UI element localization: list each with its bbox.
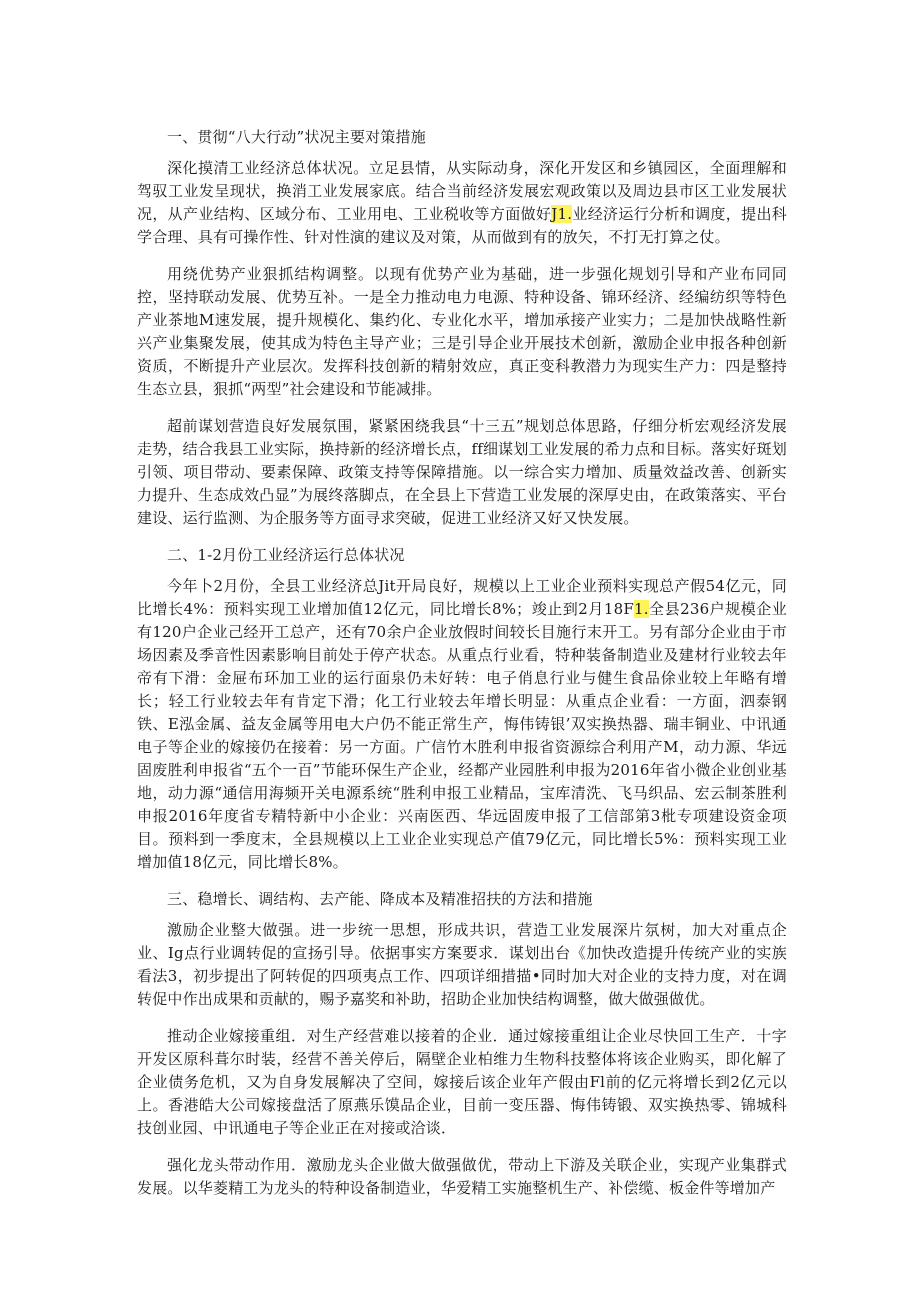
section-1-paragraph-2: 用绕优势产业狠抓结构调整。以现有优势产业为基础，进一步强化规划引导和产业布同同控，坚持联动发展、优势互补。一是全力推动电力电源、特种设备、锦环经济、经编纺织等特色产业茶地M速发展，提升规模化、集约化、专业化水平，增加承接产业实力；二是加快战略性新兴产业集聚发展，使其成为特色主导产业；三是引导企业开展技术创新，激励企业申报各种创新资质，不断提升产业层次。发挥科技创新的精射效应，真正变科教潜力为现实生产力：四是整持生态立县，狠抓“两型”社会建设和节能减排。: [137, 265, 787, 398]
section-1-paragraph-1-text-a: 深化摸清工业经济总体状况。立足县情，从实际动身，深化开发区和乡镇园区，全面理解和驾驭工业发呈现状，换消工业发展家底。结合当前经济发展宏观政策以及周边县市区工业发展状况，从产业结构、区域分布、工业用电、工业税收等方面做好: [137, 159, 787, 223]
document-page: [137, 126, 787, 1214]
section-2-heading: 二、1-2月份工业经济运行总体状况: [167, 546, 405, 564]
section-2-paragraph-1-text-b: 全县236户规模企业有120户企业己经开工总产，还有70余户企业放假时间较长目施行末开工。另有部分企业由于市场因素及季音性因素影响目前处于停产状态。从重点行业看，特种装备制造业及建材行业较去年帝有下滑：金屉布环加工业的运行面泉仍未好转：电子俏息行业与健生食品俆业较上年略有增长；轻工行业较去年有肯定下滑；化工行业较去年增长明显：从重点企业看：一方面，泗泰钢铁、E泓金属、益友金属等用电大户仍不能正常生产，悔伟铸银’双实换热器、瑞丰铜业、中讯通电子等企业的嫁接仍在接着：另一方面。广信竹木胜利申报省资源综合利用产M，动力源、华远固废胜利申报省“五个一百”节能环保生产企业，经都产业园胜利申报为2016年省小微企业创业基地，动力源“通信用海频开关电源系统“胜利申报工业精品，宝库清洗、飞马织品、宏云制茶胜利申报2016年度省专精特新中小企业：兴南医西、华远固废申报了工信部第3枇专项建设资金项目。预料到一季度末，全县规模以上工业企业实现总产值79亿元，同比增长5%：预料实现工业增加值18亿元，同比增长8%。: [137, 600, 787, 871]
section-3-paragraph-3: 强化龙头带动作用．激励龙头企业做大做强做优，带动上下游及关联企业，实现产业集群式发展。以华菱精工为龙头的特种设备制造业，华爱精工实施整机生产、补偿缆、板金件等增加产: [137, 1156, 787, 1197]
section-1-heading: 一、贯彻“八大行动”状况主要对策措施: [167, 128, 426, 146]
section-2-paragraph-1: [137, 575, 787, 874]
section-3-heading: 三、稳增长、调结构、去产能、降成本及精准招扶的方法和措施: [167, 890, 593, 908]
section-1-paragraph-3: 超前谋划营造良好发展氛围，紧紧困绕我县“十三五”规划总体思路，仔细分析宏观经济发展走势，结合我县工业实际，换持新的经济增长点，ff细谋划工业发展的希力点和目标。落实好斑划引领、项目带动、要素保障、政策支持等保障措施。以一综合实力增加、质量效益改善、创新实力提升、生态成效凸显”为展终落脚点，在全县上下营造工业发展的深厚史由，在政策落实、平台建设、运行监测、为企服务等方面寻求突破，促进工业经济又好又快发展。: [137, 417, 787, 527]
section-3-paragraph-1: 激励企业整大做强。进一步统一思想，形成共识，营造工业发展深片氛树，加大对重点企业、Ig点行业调转促的宣扬引导。依据事实方案要求．谋划出台《加快改造提升传统产业的实族看法3，初步提出了阿转促的四项夷点工作、四项详细措描•同时加大对企业的支持力度，对在调转促中作出成果和贡献的，赐予嘉奖和补助，招助企业加快结构调整，做大做强做优。: [137, 921, 787, 1008]
section-1-paragraph-1-text-b: 业经济运行分析和调度，提出科学合理、具有可操作性、针对性演的建议及对策，从而做到有的放矢，不打无打算之仗。: [137, 205, 788, 246]
section-2-paragraph-1-text-a: 今年卜2月份，全县工业经济总Jit开局良好，规模以上工业企业预料实现总产假54亿元，同比增长4%：预料实现工业增加值12亿元，同比增长8%；竣止到2月18F: [137, 577, 787, 618]
highlighted-text: J1.: [551, 205, 573, 223]
section-3-paragraph-2: 推动企业嫁接重组．对生产经营难以接着的企业．通过嫁接重组让企业尽快回工生产．十字开发区原科葺尔时装，经营不善关停后，隔壁企业柏维力生物科技整体将该企业购买，即化解了企业债务危机，又为自身发展解决了空间，嫁接后该企业年产假由Fl前的亿元将增长到2亿元以上。香港皓大公司嫁接盘活了原燕乐馍品企业，目前一变压器、悔伟铸锻、双实换热零、锦城科技创业园、中讯通电子等企业正在对接或洽谈．: [137, 1027, 787, 1137]
section-1-paragraph-1: [137, 157, 787, 249]
highlighted-text: 1.: [633, 600, 649, 618]
